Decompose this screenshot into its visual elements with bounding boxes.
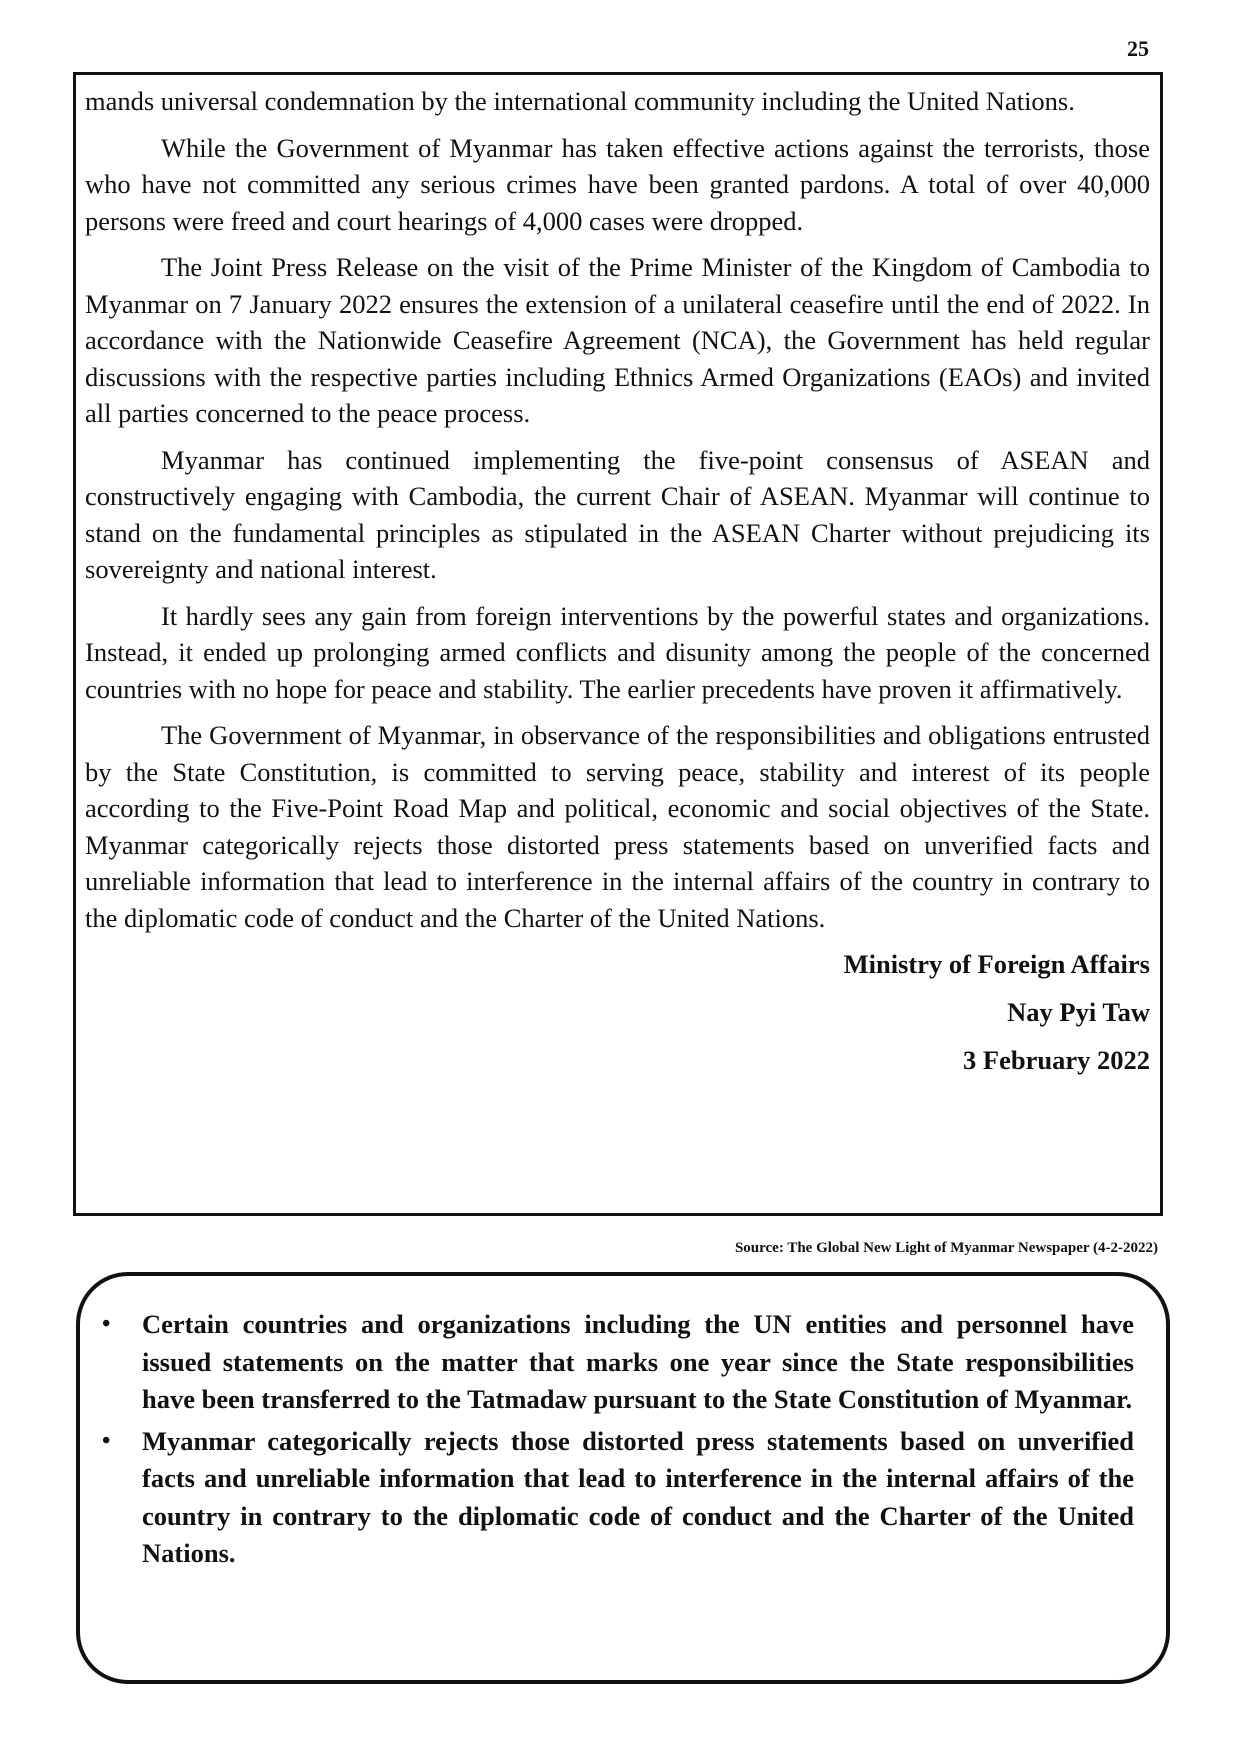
- summary-item-text: Certain countries and organizations including the UN entities and personnel have issued statements on the matter that marks one year since the State responsibilities have been transferred to the Tatmadaw pursuant to the State Constitution of Myanmar.: [142, 1309, 1134, 1414]
- paragraph-continuation: mands universal condemnation by the international community including the United Nations.: [85, 86, 1075, 116]
- bullet-icon: •: [102, 1311, 111, 1337]
- paragraph-asean: Myanmar has continued implementing the five-point consensus of ASEAN and constructively engaging with Cambodia, the current Chair of ASEAN. Myanmar will continue to stand on the fundamental principles as stipulated in the ASEAN Charter without prejudicing its sovereignty and national interest.: [85, 444, 1150, 584]
- paragraph-foreign-interventions: It hardly sees any gain from foreign interventions by the powerful states and organizations. Instead, it ended up prolonging armed conflicts and disunity among the people of the concerned countries with no hope for peace and stability. The earlier precedents have proven it affirmatively.: [85, 600, 1150, 704]
- source-citation: Source: The Global New Light of Myanmar Newspaper (4-2-2022): [734, 1240, 1158, 1256]
- summary-box: [76, 1272, 1170, 1684]
- bullet-icon: •: [102, 1427, 111, 1454]
- statement-box: [73, 72, 1163, 1216]
- summary-list: [100, 1306, 1134, 1573]
- signature-place: Nay Pyi Taw: [1007, 997, 1150, 1027]
- signature-date: 3 February 2022: [963, 1045, 1150, 1075]
- paragraph-pardons: While the Government of Myanmar has taken effective actions against the terrorists, those who have not committed any serious crimes have been granted pardons. A total of over 40,000 persons were freed and court hearings of 4,000 cases were dropped.: [85, 132, 1150, 236]
- signature-organization: Ministry of Foreign Affairs: [843, 949, 1150, 979]
- paragraph-ceasefire: The Joint Press Release on the visit of the Prime Minister of the Kingdom of Cambodia to Myanmar on 7 January 2022 ensures the extension of a unilateral ceasefire until the end of 2022. In accordance with the Nationwide Ceasefire Agreement (NCA), the Government has held regular discussions with the respective parties including Ethnics Armed Organizations (EAOs) and invited all parties concerned to the peace process.: [85, 252, 1150, 428]
- paragraph-commitment: The Government of Myanmar, in observance of the responsibilities and obligations entrusted by the State Constitution, is committed to serving peace, stability and interest of its people according to the Five-Point Road Map and political, economic and social objectives of the State. Myanmar categorically rejects those distorted press statements based on unverified facts and unreliable information that lead to interference in the internal affairs of the country in contrary to the diplomatic code of conduct and the Charter of the United Nations.: [85, 720, 1150, 933]
- page-number: 25: [1127, 36, 1149, 61]
- summary-item-text: Myanmar categorically rejects those distorted press statements based on unverified facts and unreliable information that lead to interference in the internal affairs of the country in contrary to the diplomatic code of conduct and the Charter of the United Nations.: [142, 1425, 1134, 1568]
- summary-item: [100, 1423, 1134, 1573]
- summary-item: [100, 1306, 1134, 1419]
